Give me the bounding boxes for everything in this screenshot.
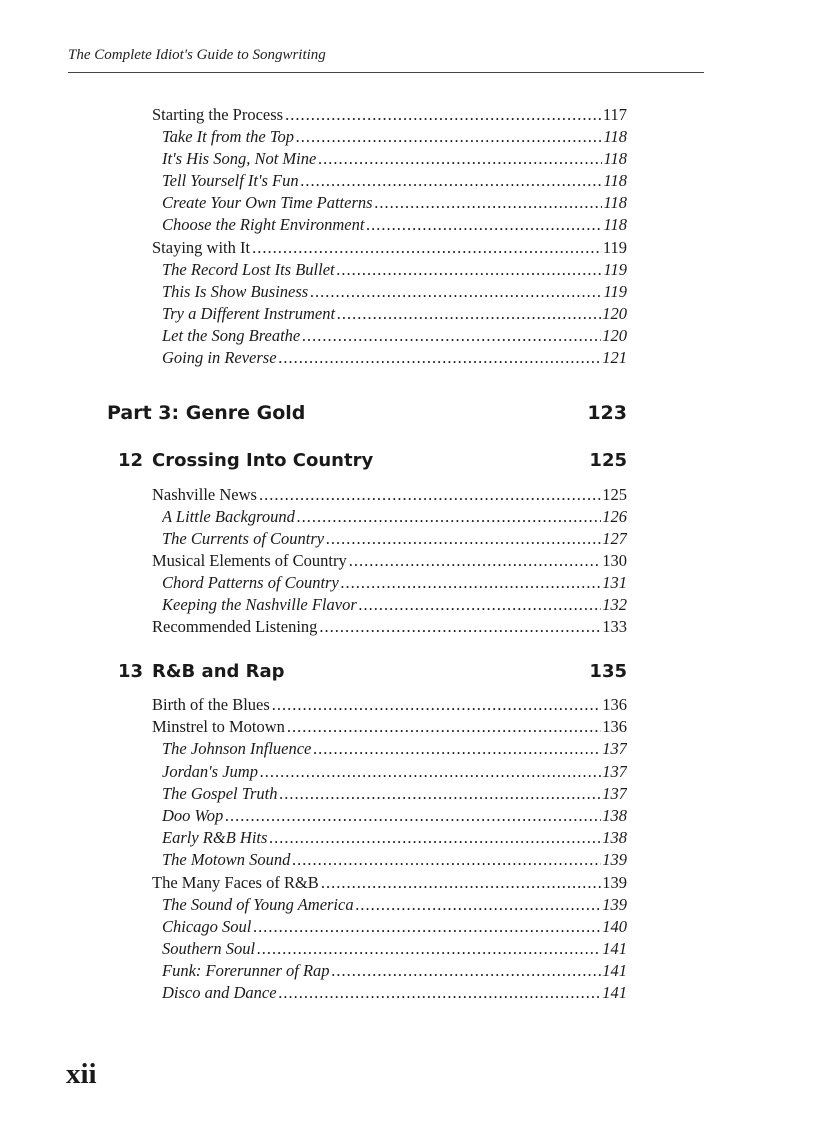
entry-page: 137 xyxy=(602,762,627,781)
entry-page: 138 xyxy=(602,828,627,847)
dot-leader xyxy=(253,916,601,938)
dot-leader xyxy=(332,960,602,982)
toc-subentry[interactable] xyxy=(162,849,627,871)
chapter-heading[interactable] xyxy=(118,450,627,471)
entry-page: 119 xyxy=(603,282,627,301)
dot-leader xyxy=(359,594,601,616)
entry-title: The Record Lost Its Bullet xyxy=(162,260,335,279)
toc-subentry[interactable] xyxy=(162,805,627,827)
entry-page: 140 xyxy=(602,917,627,936)
toc-entry[interactable] xyxy=(152,237,627,259)
entry-title: Create Your Own Time Patterns xyxy=(162,193,373,212)
dot-leader xyxy=(366,214,602,236)
entry-title: Keeping the Nashville Flavor xyxy=(162,595,357,614)
toc-entry[interactable] xyxy=(152,872,627,894)
dot-leader xyxy=(225,805,601,827)
entry-title: Musical Elements of Country xyxy=(152,551,347,570)
entry-page: 132 xyxy=(602,595,627,614)
part-heading[interactable] xyxy=(107,402,627,424)
entry-title: Birth of the Blues xyxy=(152,695,270,714)
entry-title: Doo Wop xyxy=(162,806,224,825)
dot-leader xyxy=(337,259,603,281)
entry-page: 141 xyxy=(602,961,627,980)
entry-title: Chord Patterns of Country xyxy=(162,573,339,592)
dot-leader xyxy=(287,716,601,738)
entry-page: 139 xyxy=(602,873,627,892)
dot-leader xyxy=(296,126,602,148)
entry-page: 119 xyxy=(603,260,627,279)
entry-page: 118 xyxy=(603,215,627,234)
dot-leader xyxy=(269,827,601,849)
entry-page: 119 xyxy=(602,238,627,257)
entry-title: The Sound of Young America xyxy=(162,895,354,914)
entry-page: 120 xyxy=(602,304,627,323)
part-title: Part 3: Genre Gold xyxy=(107,402,306,424)
toc-subentry[interactable] xyxy=(162,259,627,281)
entry-page: 118 xyxy=(603,193,627,212)
entry-title: The Johnson Influence xyxy=(162,739,312,758)
toc-subentry[interactable] xyxy=(162,192,627,214)
entry-title: A Little Background xyxy=(162,507,295,526)
entry-title: Let the Song Breathe xyxy=(162,326,301,345)
dot-leader xyxy=(310,281,602,303)
toc-subentry[interactable] xyxy=(162,960,627,982)
toc-subentry[interactable] xyxy=(162,594,627,616)
toc-subentry[interactable] xyxy=(162,148,627,170)
dot-leader xyxy=(297,506,601,528)
entry-page: 141 xyxy=(602,983,627,1002)
dot-leader xyxy=(279,347,602,369)
toc-subentry[interactable] xyxy=(162,938,627,960)
entry-title: Early R&B Hits xyxy=(162,828,268,847)
chapter-page: 125 xyxy=(589,450,627,471)
toc-entry[interactable] xyxy=(152,616,627,638)
toc-subentry[interactable] xyxy=(162,170,627,192)
dot-leader xyxy=(349,550,601,572)
entry-page: 141 xyxy=(602,939,627,958)
entry-title: Going in Reverse xyxy=(162,348,277,367)
dot-leader xyxy=(252,237,602,259)
chapter-page: 135 xyxy=(589,661,627,682)
dot-leader xyxy=(337,303,601,325)
entry-page: 136 xyxy=(602,695,627,714)
entry-page: 118 xyxy=(603,149,627,168)
chapter-title: Crossing Into Country xyxy=(152,450,374,471)
entry-page: 137 xyxy=(602,739,627,758)
entry-title: Chicago Soul xyxy=(162,917,252,936)
dot-leader xyxy=(302,325,601,347)
entry-page: 118 xyxy=(603,171,627,190)
toc-subentry[interactable] xyxy=(162,783,627,805)
entry-page: 117 xyxy=(602,105,627,124)
dot-leader xyxy=(301,170,603,192)
entry-title: Minstrel to Motown xyxy=(152,717,285,736)
entry-title: Tell Yourself It's Fun xyxy=(162,171,299,190)
entry-page: 139 xyxy=(602,895,627,914)
dot-leader xyxy=(292,849,601,871)
entry-page: 139 xyxy=(602,850,627,869)
entry-title: Southern Soul xyxy=(162,939,256,958)
entry-page: 126 xyxy=(602,507,627,526)
dot-leader xyxy=(257,938,601,960)
dot-leader xyxy=(318,148,602,170)
entry-page: 136 xyxy=(602,717,627,736)
dot-leader xyxy=(375,192,603,214)
entry-title: Staying with It xyxy=(152,238,251,257)
toc-subentry[interactable] xyxy=(162,894,627,916)
entry-page: 121 xyxy=(602,348,627,367)
dot-leader xyxy=(260,761,601,783)
chapter-number: 12 xyxy=(118,450,144,471)
entry-page: 138 xyxy=(602,806,627,825)
entry-page: 120 xyxy=(602,326,627,345)
header-rule xyxy=(68,72,704,73)
entry-title: The Gospel Truth xyxy=(162,784,278,803)
toc-entry[interactable] xyxy=(152,550,627,572)
toc-subentry[interactable] xyxy=(162,506,627,528)
entry-page: 130 xyxy=(602,551,627,570)
chapter-heading[interactable] xyxy=(118,661,627,682)
entry-title: It's His Song, Not Mine xyxy=(162,149,317,168)
entry-title: Funk: Forerunner of Rap xyxy=(162,961,330,980)
dot-leader xyxy=(280,783,602,805)
entry-title: The Motown Sound xyxy=(162,850,291,869)
toc-entry[interactable] xyxy=(152,484,627,506)
toc-subentry[interactable] xyxy=(162,982,627,1004)
entry-title: Starting the Process xyxy=(152,105,284,124)
toc-subentry[interactable] xyxy=(162,126,627,148)
entry-title: Take It from the Top xyxy=(162,127,295,146)
entry-page: 133 xyxy=(602,617,627,636)
entry-page: 127 xyxy=(602,529,627,548)
entry-page: 131 xyxy=(602,573,627,592)
entry-page: 137 xyxy=(602,784,627,803)
dot-leader xyxy=(285,104,602,126)
toc-subentry[interactable] xyxy=(162,528,627,550)
entry-title: Nashville News xyxy=(152,485,257,504)
toc-subentry[interactable] xyxy=(162,303,627,325)
dot-leader xyxy=(259,484,601,506)
entry-title: Disco and Dance xyxy=(162,983,277,1002)
entry-page: 125 xyxy=(602,485,627,504)
chapter-number: 13 xyxy=(118,661,144,682)
entry-title: Try a Different Instrument xyxy=(162,304,336,323)
dot-leader xyxy=(272,694,601,716)
toc-subentry[interactable] xyxy=(162,738,627,760)
dot-leader xyxy=(319,616,601,638)
toc-subentry[interactable] xyxy=(162,325,627,347)
toc-subentry[interactable] xyxy=(162,572,627,594)
toc-entry[interactable] xyxy=(152,716,627,738)
entry-page: 118 xyxy=(603,127,627,146)
entry-title: Choose the Right Environment xyxy=(162,215,365,234)
entry-title: This Is Show Business xyxy=(162,282,309,301)
dot-leader xyxy=(356,894,602,916)
toc-subentry[interactable] xyxy=(162,761,627,783)
toc-subentry[interactable] xyxy=(162,347,627,369)
chapter-title: R&B and Rap xyxy=(152,661,285,682)
part-page: 123 xyxy=(587,402,627,424)
toc-entry[interactable] xyxy=(152,694,627,716)
entry-title: Jordan's Jump xyxy=(162,762,258,781)
dot-leader xyxy=(321,872,601,894)
dot-leader xyxy=(313,738,601,760)
dot-leader xyxy=(279,982,602,1004)
dot-leader xyxy=(326,528,601,550)
running-head: The Complete Idiot's Guide to Songwriting xyxy=(68,47,326,63)
toc-subentry[interactable] xyxy=(162,281,627,303)
entry-title: The Currents of Country xyxy=(162,529,325,548)
entry-title: The Many Faces of R&B xyxy=(152,873,319,892)
entry-title: Recommended Listening xyxy=(152,617,318,636)
dot-leader xyxy=(341,572,601,594)
page-folio: xii xyxy=(66,1058,97,1090)
toc-subentry[interactable] xyxy=(162,827,627,849)
toc-entry[interactable] xyxy=(152,104,627,126)
toc-subentry[interactable] xyxy=(162,214,627,236)
toc-subentry[interactable] xyxy=(162,916,627,938)
